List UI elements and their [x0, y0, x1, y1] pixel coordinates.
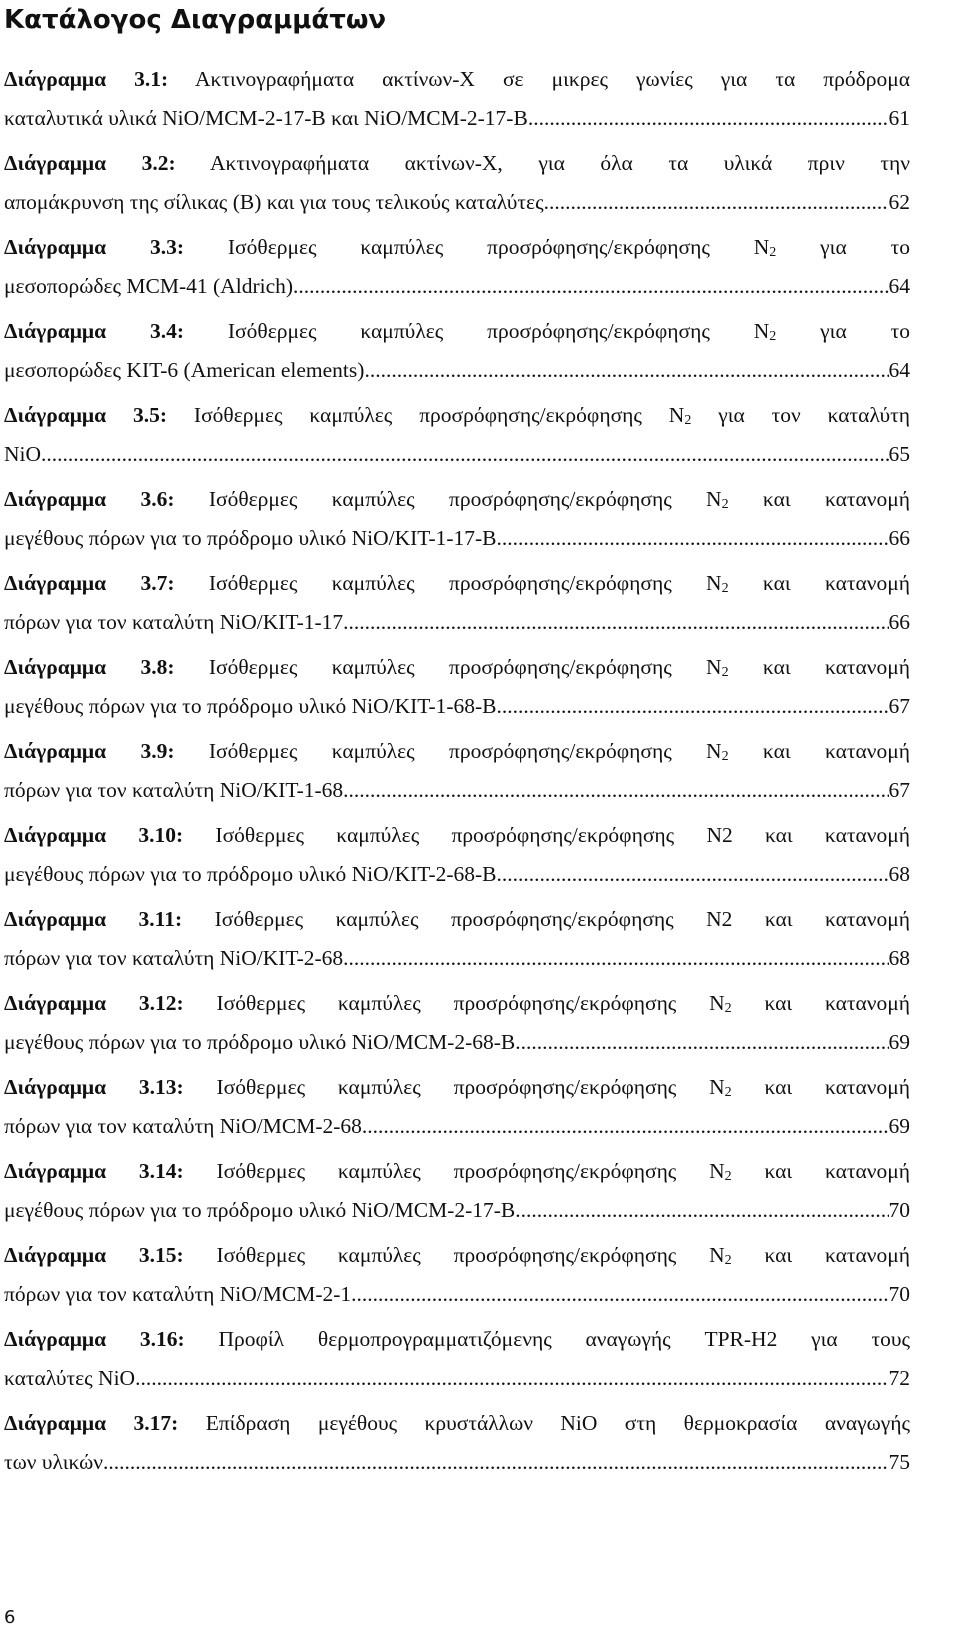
entry-title-text: Ισόθερμες καμπύλες προσρόφησης/εκρόφησης N [183, 1243, 725, 1267]
entry-continuation-text: μεγέθους πόρων για το πρόδρομο υλικό NiO/MCM-2-17-B [4, 1198, 516, 1222]
dot-leader [351, 1275, 888, 1314]
entry-title-line [4, 816, 910, 855]
dot-leader [362, 1107, 889, 1146]
dot-leader [293, 267, 888, 306]
dot-leader [515, 1191, 888, 1230]
entry-number: 3.10: [138, 823, 184, 847]
page-title: Κατάλογος Διαγραμμάτων [4, 5, 387, 35]
list-item[interactable] [4, 228, 910, 312]
entry-subscript: 2 [684, 413, 692, 428]
entry-number: 3.2: [141, 151, 176, 175]
dot-leader [343, 771, 888, 810]
entry-subscript: 2 [724, 1253, 732, 1268]
entry-title-line [4, 648, 910, 687]
entry-title-line [4, 564, 910, 603]
entry-continuation-text: πόρων για τον καταλύτη NiO/KIT-1-17 [4, 610, 344, 634]
entry-title-text-end: και κατανομή [731, 1159, 910, 1183]
entry-label: Διάγραμμα [4, 571, 107, 595]
entry-title-text-end: και κατανομή [731, 991, 910, 1015]
entry-continuation-text: μεγέθους πόρων για το πρόδρομο υλικό NiO/KIT-1-17-B [4, 526, 497, 550]
entry-number: 3.1: [134, 67, 169, 91]
entry-title-text: Ισόθερμες καμπύλες προσρόφησης/εκρόφησης N2 και κατανομή [182, 907, 910, 931]
entry-page-number[interactable]: 66 [888, 610, 910, 634]
page-number: 6 [4, 1607, 16, 1628]
entry-title-text: Ισόθερμες καμπύλες προσρόφησης/εκρόφησης N2 και κατανομή [183, 823, 910, 847]
list-item[interactable] [4, 732, 910, 816]
entry-label: Διάγραμμα [4, 907, 107, 931]
list-item[interactable] [4, 816, 910, 900]
list-item[interactable] [4, 1068, 910, 1152]
entry-title-text: Ακτινογραφήματα ακτίνων-Χ σε μικρες γωνίες για τα πρόδρομα [168, 67, 910, 91]
entry-page-number[interactable]: 66 [888, 526, 910, 550]
entry-continuation-text: καταλύτες NiO [4, 1366, 136, 1390]
entry-title-line [4, 1068, 910, 1107]
entry-continuation-text: μεγέθους πόρων για το πρόδρομο υλικό NiO/MCM-2-68-B [4, 1030, 516, 1054]
entry-label: Διάγραμμα [4, 151, 107, 175]
entry-number: 3.9: [140, 739, 175, 763]
entry-title-text: Ισόθερμες καμπύλες προσρόφησης/εκρόφησης N [184, 319, 770, 343]
entry-page-number[interactable]: 68 [888, 946, 910, 970]
entry-title-line [4, 984, 910, 1023]
entry-continuation-line [4, 267, 910, 306]
entry-number: 3.17: [133, 1411, 179, 1435]
entry-number: 3.6: [140, 487, 175, 511]
entry-page-number[interactable]: 68 [888, 862, 910, 886]
entry-title-text: Ισόθερμες καμπύλες προσρόφησης/εκρόφησης N [184, 235, 770, 259]
entry-page-number[interactable]: 72 [888, 1366, 910, 1390]
entry-number: 3.3: [149, 235, 185, 259]
dot-leader [364, 351, 888, 390]
entry-subscript: 2 [721, 749, 729, 764]
entry-subscript: 2 [769, 329, 777, 344]
entry-title-line [4, 1236, 910, 1275]
list-item[interactable] [4, 564, 910, 648]
dot-leader [497, 687, 889, 726]
entry-continuation-line [4, 1023, 910, 1062]
entry-title-text: Ισόθερμες καμπύλες προσρόφησης/εκρόφησης N [174, 655, 722, 679]
entry-title-text: Ισόθερμες καμπύλες προσρόφησης/εκρόφησης N [174, 487, 722, 511]
entry-subscript: 2 [724, 1001, 732, 1016]
entry-title-text-end: και κατανομή [728, 739, 910, 763]
entry-number: 3.15: [138, 1243, 184, 1267]
entry-title-text: Επίδραση μεγέθους κρυστάλλων NiO στη θερμοκρασία αναγωγής [178, 1411, 910, 1435]
entry-page-number[interactable]: 62 [888, 190, 910, 214]
entry-page-number[interactable]: 69 [888, 1030, 910, 1054]
entry-label: Διάγραμμα [4, 655, 107, 679]
entry-continuation-line [4, 519, 910, 558]
entry-label: Διάγραμμα [4, 487, 107, 511]
entry-continuation-line [4, 1359, 910, 1398]
entry-label: Διάγραμμα [4, 67, 107, 91]
entry-title-text: Ισόθερμες καμπύλες προσρόφησης/εκρόφησης N [183, 1159, 725, 1183]
entry-continuation-text: μεσοπορώδες KIT-6 (American elements) [4, 358, 365, 382]
entry-label: Διάγραμμα [4, 1159, 107, 1183]
entry-title-line [4, 480, 910, 519]
entry-title-text-end: και κατανομή [731, 1243, 910, 1267]
entry-page-number[interactable]: 65 [888, 442, 910, 466]
entry-page-number[interactable]: 67 [888, 694, 910, 718]
entry-title-text-end: για τον καταλύτη [691, 403, 910, 427]
entry-subscript: 2 [769, 245, 777, 260]
entry-title-text: Προφίλ θερμοπρογραμματιζόμενης αναγωγής TPR-H2 για τους [184, 1327, 910, 1351]
entry-title-text-end: και κατανομή [731, 1075, 910, 1099]
entry-number: 3.4: [149, 319, 185, 343]
list-item[interactable] [4, 984, 910, 1068]
dot-leader [103, 1443, 889, 1482]
entry-continuation-line [4, 687, 910, 726]
entry-title-text-end: και κατανομή [728, 487, 910, 511]
list-item[interactable] [4, 396, 910, 480]
entry-page-number[interactable]: 67 [888, 778, 910, 802]
entry-number: 3.12: [138, 991, 184, 1015]
list-item[interactable] [4, 1152, 910, 1236]
entry-number: 3.13: [138, 1075, 184, 1099]
entry-continuation-line [4, 1443, 910, 1482]
list-item[interactable] [4, 1404, 910, 1488]
entry-title-line [4, 228, 910, 267]
entry-continuation-line [4, 939, 910, 978]
entry-page-number[interactable]: 70 [888, 1282, 910, 1306]
entry-continuation-text: των υλικών [4, 1450, 103, 1474]
entry-title-line [4, 396, 910, 435]
list-item[interactable] [4, 900, 910, 984]
entry-continuation-text: πόρων για τον καταλύτη NiO/MCM-2-1 [4, 1282, 352, 1306]
entry-subscript: 2 [724, 1169, 732, 1184]
entry-page-number[interactable]: 64 [888, 358, 910, 382]
dot-leader [41, 435, 888, 474]
entry-continuation-text: NiO [4, 442, 42, 466]
entry-subscript: 2 [721, 497, 729, 512]
entry-continuation-text: καταλυτικά υλικά NiO/MCM-2-17-B και NiO/MCM-2-17-B [4, 106, 528, 130]
list-item[interactable] [4, 648, 910, 732]
entry-number: 3.16: [139, 1327, 185, 1351]
entry-title-line [4, 1152, 910, 1191]
entry-label: Διάγραμμα [4, 823, 107, 847]
entry-continuation-line [4, 435, 910, 474]
entry-number: 3.14: [138, 1159, 184, 1183]
list-of-diagrams [4, 60, 910, 1488]
entry-continuation-text: μεγέθους πόρων για το πρόδρομο υλικό NiO/KIT-2-68-B [4, 862, 497, 886]
entry-title-text: Ισόθερμες καμπύλες προσρόφησης/εκρόφησης N [183, 991, 725, 1015]
entry-continuation-line [4, 99, 910, 138]
dot-leader [135, 1359, 888, 1398]
entry-continuation-line [4, 351, 910, 390]
list-item[interactable] [4, 1236, 910, 1320]
entry-continuation-line [4, 603, 910, 642]
entry-label: Διάγραμμα [4, 1327, 107, 1351]
entry-title-text-end: και κατανομή [728, 571, 910, 595]
entry-page-number[interactable]: 61 [888, 106, 910, 130]
entry-page-number[interactable]: 64 [888, 274, 910, 298]
entry-continuation-line [4, 771, 910, 810]
entry-continuation-text: μεσοπορώδες MCM-41 (Aldrich) [4, 274, 294, 298]
entry-title-line [4, 312, 910, 351]
entry-label: Διάγραμμα [4, 991, 107, 1015]
dot-leader [343, 603, 888, 642]
dot-leader [497, 519, 889, 558]
dot-leader [343, 939, 888, 978]
list-item[interactable] [4, 60, 910, 144]
entry-title-text: Ακτινογραφήματα ακτίνων-Χ, για όλα τα υλικά πριν την [175, 151, 910, 175]
entry-subscript: 2 [724, 1085, 732, 1100]
entry-title-text: Ισόθερμες καμπύλες προσρόφησης/εκρόφησης N [174, 739, 722, 763]
entry-label: Διάγραμμα [4, 739, 107, 763]
entry-continuation-line [4, 1107, 910, 1146]
entry-number: 3.7: [140, 571, 175, 595]
entry-continuation-line [4, 1191, 910, 1230]
entry-title-text-end: για το [776, 319, 910, 343]
entry-continuation-line [4, 1275, 910, 1314]
dot-leader [515, 1023, 888, 1062]
entry-number: 3.11: [138, 907, 183, 931]
entry-label: Διάγραμμα [4, 1411, 107, 1435]
entry-label: Διάγραμμα [4, 1075, 107, 1099]
entry-continuation-text: πόρων για τον καταλύτη NiO/KIT-1-68 [4, 778, 344, 802]
dot-leader [497, 855, 889, 894]
entry-continuation-text: πόρων για τον καταλύτη NiO/KIT-2-68 [4, 946, 344, 970]
entry-continuation-text: πόρων για τον καταλύτη NiO/MCM-2-68 [4, 1114, 362, 1138]
entry-continuation-text: μεγέθους πόρων για το πρόδρομο υλικό NiO/KIT-1-68-B [4, 694, 497, 718]
entry-page-number[interactable]: 70 [888, 1198, 910, 1222]
entry-title-text: Ισόθερμες καμπύλες προσρόφησης/εκρόφησης N [174, 571, 722, 595]
entry-title-line [4, 732, 910, 771]
entry-label: Διάγραμμα [4, 1243, 107, 1267]
entry-continuation-line [4, 183, 910, 222]
entry-title-text-end: και κατανομή [728, 655, 910, 679]
list-item[interactable] [4, 144, 910, 228]
entry-title-text: Ισόθερμες καμπύλες προσρόφησης/εκρόφησης N [167, 403, 685, 427]
entry-continuation-line [4, 855, 910, 894]
list-item[interactable] [4, 1320, 910, 1404]
dot-leader [544, 183, 889, 222]
entry-continuation-text: απομάκρυνση της σίλικας (B) και για τους τελικούς καταλύτες [4, 190, 544, 214]
list-item[interactable] [4, 312, 910, 396]
entry-title-line [4, 1404, 910, 1443]
entry-title-text: Ισόθερμες καμπύλες προσρόφησης/εκρόφησης N [183, 1075, 725, 1099]
entry-title-line [4, 900, 910, 939]
dot-leader [528, 99, 889, 138]
entry-number: 3.8: [140, 655, 175, 679]
entry-title-text-end: για το [776, 235, 910, 259]
entry-label: Διάγραμμα [4, 235, 107, 259]
entry-title-line [4, 60, 910, 99]
entry-subscript: 2 [721, 665, 729, 680]
entry-label: Διάγραμμα [4, 403, 107, 427]
entry-page-number[interactable]: 75 [888, 1450, 910, 1474]
entry-subscript: 2 [721, 581, 729, 596]
entry-number: 3.5: [132, 403, 168, 427]
entry-label: Διάγραμμα [4, 319, 107, 343]
entry-title-line [4, 144, 910, 183]
entry-title-line [4, 1320, 910, 1359]
entry-page-number[interactable]: 69 [888, 1114, 910, 1138]
list-item[interactable] [4, 480, 910, 564]
